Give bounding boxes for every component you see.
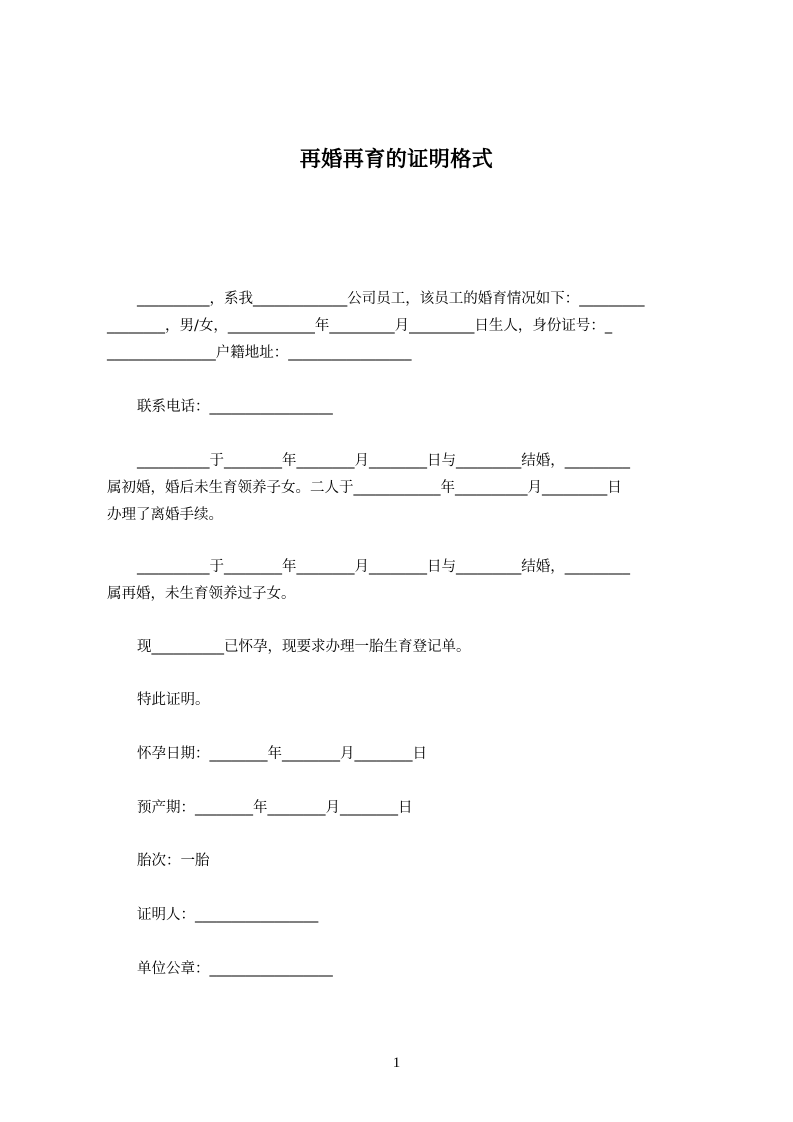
contact-phone-line: 联系电话：_________________ [137,399,333,415]
first-marriage-paragraph [107,448,701,529]
employee-info-line-1: __________，系我_____________公司员工，该员工的婚育情况如下：_________ [137,291,645,307]
remarriage-line-2: 属再婚，未生育领养过子女。 [107,586,296,602]
pregnancy-request-line: 现__________已怀孕，现要求办理一胎生育登记单。 [137,639,471,655]
employee-info-line-2: ________，男/女，____________年_________月_________日生人，身份证号：_ [107,318,613,334]
page-number: 1 [392,1055,401,1071]
certifier-line: 证明人：_________________ [137,907,319,923]
document-title: 再婚再育的证明格式 [299,147,494,171]
first-marriage-line-2: 属初婚，婚后未生育领养子女。二人于____________年__________月_________日 [107,480,622,496]
pregnancy-date-line: 怀孕日期：________年________月________日 [137,746,427,762]
remarriage-line-1: __________于________年________月________日与_________结婚，_________ [137,559,630,575]
first-marriage-line-3: 办理了离婚手续。 [107,507,223,523]
remarriage-paragraph [107,554,701,608]
employee-info-paragraph [107,286,701,367]
birth-order-line: 胎次：一胎 [137,853,210,869]
certify-line: 特此证明。 [137,692,210,708]
unit-seal-line: 单位公章：_________________ [137,961,333,977]
employee-info-line-3: _______________户籍地址：_________________ [107,345,412,361]
first-marriage-line-1: __________于________年________月________日与_________结婚，_________ [137,453,630,469]
due-date-line: 预产期：________年________月________日 [137,800,413,816]
